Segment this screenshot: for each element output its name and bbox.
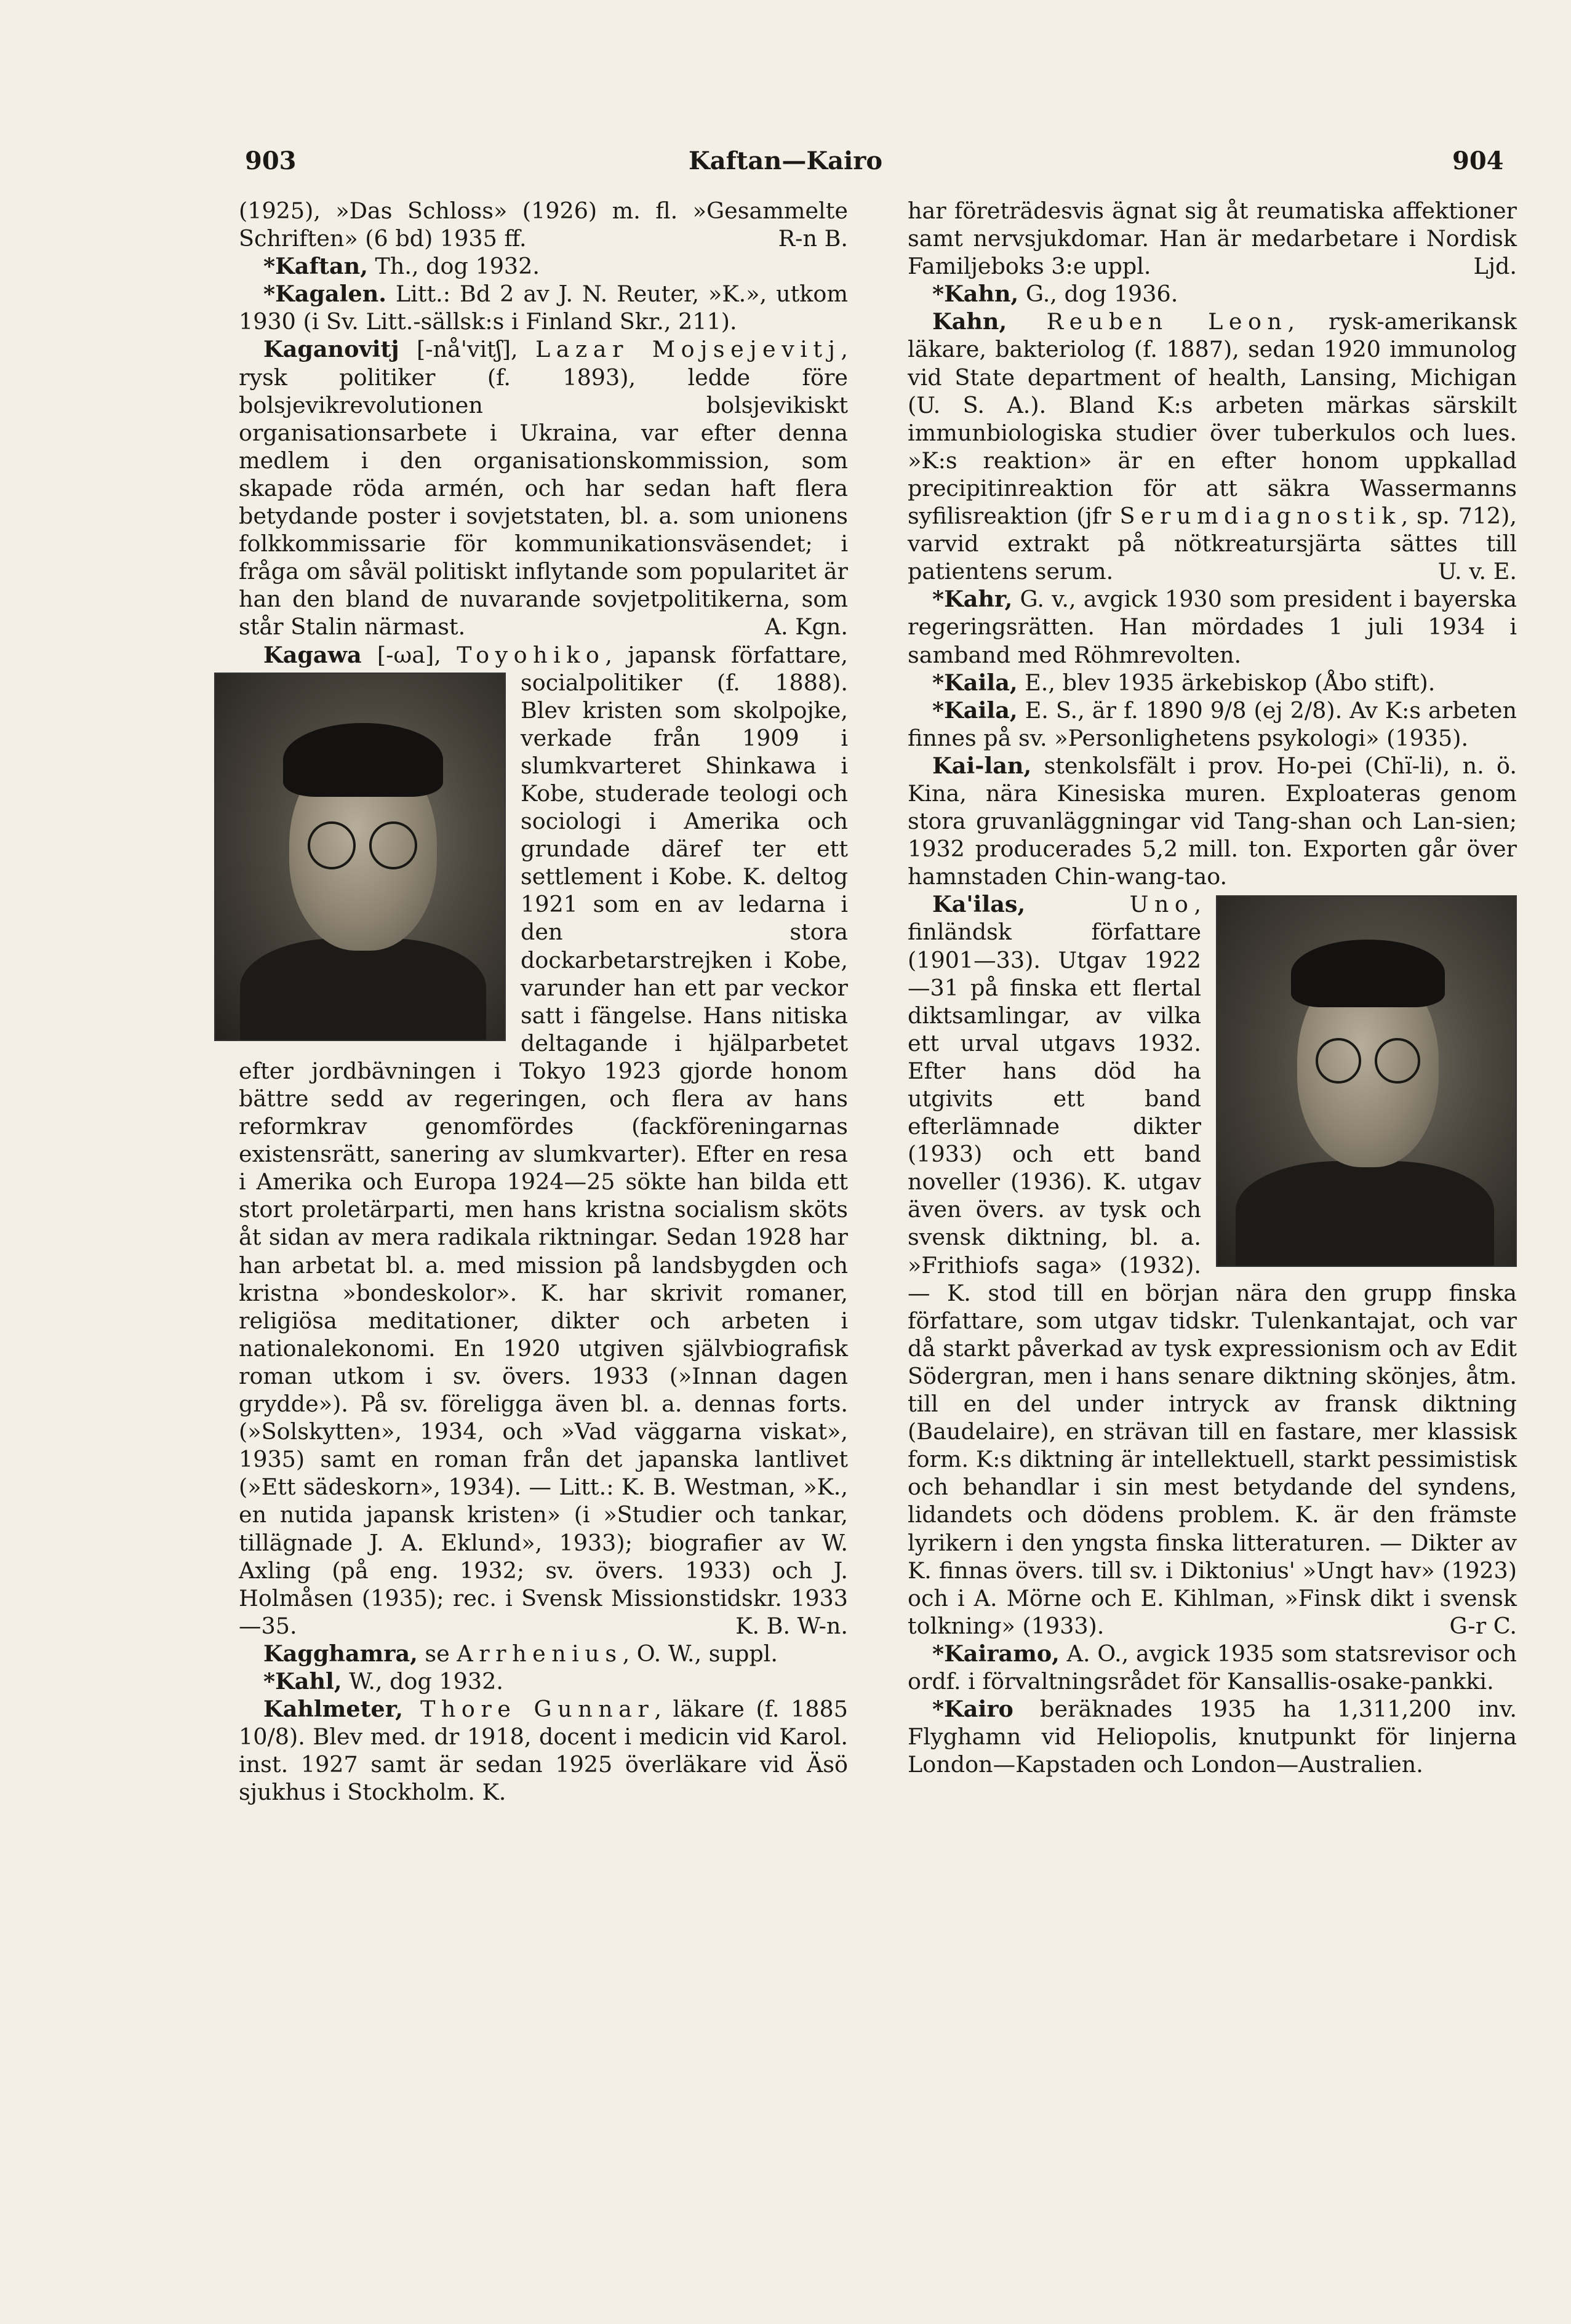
headword: Kahn, xyxy=(932,308,1007,335)
glasses-right-icon xyxy=(1375,1038,1420,1084)
signature: K. B. W-n. xyxy=(735,1612,848,1639)
glasses-right-icon xyxy=(369,821,417,869)
headword: Ka'ilas, xyxy=(932,891,1026,918)
headword: *Kairamo, xyxy=(932,1640,1060,1667)
entry-kaila-es: *Kaila, E. S., är f. 1890 9/8 (ej 2/8). Av K:s arbeten finnes på sv. »Personlighetens psykologi» (1935). xyxy=(908,697,1517,751)
right-page-number: 904 xyxy=(1452,146,1504,175)
headword: Kaganovitj xyxy=(263,336,399,363)
entry-kaftan: *Kaftan, Th., dog 1932. xyxy=(263,253,540,280)
entry-kai-lan: Kai-lan, stenkolsfält i prov. Ho-pei (Chï-li), n. ö. Kina, nära Kinesiska muren. Exploateras genom stora gruvanläggningar vid Tang-shan och Lan-sien; 1932 producerades 5,2 mill. ton. Exporten går över hamnstaden Chin-wang-tao. xyxy=(908,752,1517,890)
headword: *Kairo xyxy=(932,1696,1013,1723)
entry-kahr: *Kahr, G. v., avgick 1930 som president i bayerska regeringsrätten. Han mördades 1 juli 1934 i samband med Röhmrevolten. xyxy=(908,586,1517,668)
entry-continuation: (1925), »Das Schloss» (1926) m. fl. »Gesammelte Schriften» (6 bd) 1935 ff. R-n B. xyxy=(239,198,848,252)
spaced-name: Lazar Mojsejevitj xyxy=(535,336,841,363)
spaced-name: Reuben Leon xyxy=(1007,308,1288,335)
headword: *Kaila, xyxy=(932,669,1018,696)
headword: Kagawa xyxy=(263,641,362,668)
signature: Ljd. xyxy=(1473,253,1517,280)
entry-kahn-reuben: Kahn, Reuben Leon, rysk-amerikansk läkare, bakteriolog (f. 1887), sedan 1920 immunolog vid State department of health, Lansing, Michigan (U. S. A.). Bland K:s arbeten märkas särskilt immunbiologiska studier över tuberkulos och lues. »K:s reaktion» är en efter honom uppkallad precipitinreaktion för att säkra Wassermanns syfilisreaktion (jfr Serumdiagnostik, sp. 712), varvid extrakt på nötkreatursjärta sättes till patientens serum. U. v. E. xyxy=(908,308,1517,585)
glasses-left-icon xyxy=(308,821,356,869)
headword: Kahlmeter, xyxy=(263,1696,403,1723)
headword: *Kaftan, xyxy=(263,253,368,280)
spaced-name: Uno xyxy=(1025,891,1194,918)
headword: Kai-lan, xyxy=(932,752,1032,779)
entry-kagalen: *Kagalen. Litt.: Bd 2 av J. N. Reuter, »K.», utkom 1930 (i Sv. Litt.-sällsk:s i Finland Skr., 211). xyxy=(239,281,848,335)
entry-kaila-e: *Kaila, E., blev 1935 ärkebiskop (Åbo stift). xyxy=(932,669,1436,696)
cross-reference: Arrhenius xyxy=(457,1640,623,1667)
entry-kailas: Ka'ilas, Uno, finländsk författare (1901—33). Utgav 1922—31 på finska ett flertal diktsamlingar, av vilka ett urval utgavs 1932. Efter hans död ha utgivits ett band efterlämnade dikter (1933) och ett band noveller (1936). K. utgav även övers. av tysk och svensk diktning, bl. a. »Frithiofs saga» (1932). — K. stod till en början nära den grupp finska författare, som utgav tidskr. Tulenkantajat, och var då starkt påverkad av tysk expressionism och av Edit Södergran, men i hans senare diktning skönjes, åtm. till en del under intryck av fransk diktning (Baudelaire), en strävan till en fastare, mer klassisk form. K:s diktning är intellektuell, starkt pessimistisk och behandlar i sin mest betydande del syndens, lidandets och dödens problem. K. är den främste lyrikern i den yngsta finska litteraturen. — Dikter av K. finnas övers. till sv. i Diktonius' »Ungt hav» (1923) och i A. Mörne och E. Kihlman, »Finsk dikt i svensk tolkning» (1933). G-r C. xyxy=(908,891,1517,1639)
glasses-left-icon xyxy=(1316,1038,1361,1084)
signature: U. v. E. xyxy=(1437,558,1517,585)
coat-shape xyxy=(240,938,486,1041)
headword: *Kahl, xyxy=(263,1667,342,1695)
entry-kahn-g: *Kahn, G., dog 1936. xyxy=(932,281,1178,308)
running-title: Kaftan—Kairo xyxy=(689,146,882,175)
entry-kaganovitj: Kaganovitj [-nå'vitʃ], Lazar Mojsejevitj, rysk politiker (f. 1893), ledde före bolsjevikrevolutionen bolsjevikiskt organisationsarbete i Ukraina, var efter denna medlem i den organisationskommission, som skapade röda armén, och har sedan haft flera betydande poster i sovjetstaten, bl. a. som unionens folkkommissarie för kommunikationsväsendet; i fråga om såväl politiskt inflytande som popularitet är han den bland de nuvarande sovjetpolitikerna, som står Stalin närmast. A. Kgn. xyxy=(239,336,848,641)
portrait-kailas xyxy=(1216,895,1517,1267)
spaced-name: Thore Gunnar xyxy=(402,1696,655,1723)
hair-shape xyxy=(283,723,443,797)
entry-kagghamra: Kagghamra, se Arrhenius, O. W., suppl. xyxy=(263,1640,778,1667)
signature: R-n B. xyxy=(778,225,848,252)
headword: *Kahn, xyxy=(932,281,1019,308)
headword: *Kahr, xyxy=(932,586,1013,613)
entry-kahlmeter: Kahlmeter, Thore Gunnar, läkare (f. 1885 10/8). Blev med. dr 1918, docent i medicin vid Karol. inst. 1927 samt är sedan 1925 överläkare vid Äsö sjukhus i Stockholm. K. xyxy=(239,1696,848,1806)
portrait-kagawa xyxy=(214,673,506,1041)
signature: G-r C. xyxy=(1449,1612,1517,1639)
left-page-number: 903 xyxy=(245,146,297,175)
spaced-name: Toyohiko xyxy=(457,641,606,668)
hair-shape xyxy=(1291,940,1445,1007)
page-header xyxy=(0,146,1571,183)
entry-kagawa: Kagawa [-ωa], Toyohiko , japansk författare, socialpolitiker (f. 1888). Blev kristen som skolpojke, verkade från 1909 i slumkvarteret Shinkawa i Kobe, studerade teologi och sociologi i Amerika och grundade däref ter ett settlement i Kobe. K. deltog 1921 som en av ledarna i den stora dockarbetarstrejken i Kobe, varunder han ett par veckor satt i fängelse. Hans nitiska deltagande i hjälparbetet efter jordbävningen i Tokyo 1923 gjorde honom bättre sedd av regeringen, och flera av hans reformkrav genomfördes (fackföreningarnas existensrätt, sanering av slumkvarter). Efter en resa i Amerika och Europa 1924—25 sökte han bilda ett stort proletärparti, men hans kristna socialism sköts åt sidan av mera radikala riktningar. Sedan 1928 har han arbetat bl. a. med mission på landsbygden och kristna »bondeskolor». K. har skrivit romaner, religiösa meditationer, dikter och arbeten i nationalekonomi. En 1920 utgiven självbiografisk roman utkom i sv. övers. 1933 (»Innan dagen grydde»). På sv. föreligga även bl. a. dennas forts. (»Solskytten», 1934, och »Vad väggarna viskat», 1935) samt en roman från det japanska lantlivet (»Ett sädeskorn», 1934). — Litt.: K. B. Westman, »K., en nutida japansk kristen» (i »Studier och tankar, tillägnade J. A. Eklund», 1933); biografier av W. Axling (på eng. 1932; sv. övers. 1933) och J. Holmåsen (1935); rec. i Svensk Missionstidskr. 1933—35. K. B. W-n. xyxy=(239,641,848,1640)
headword: *Kaila, xyxy=(932,697,1018,724)
entry-kairamo: *Kairamo, A. O., avgick 1935 som statsrevisor och ordf. i förvaltningsrådet för Kansallis-osake-pankki. xyxy=(908,1640,1517,1695)
right-column xyxy=(908,197,1517,1778)
signature: A. Kgn. xyxy=(764,613,848,641)
entry-kahl: *Kahl, W., dog 1932. xyxy=(263,1667,503,1695)
headword: *Kagalen. xyxy=(263,281,386,308)
headword: Kagghamra, xyxy=(263,1640,418,1667)
entry-kairo: *Kairo beräknades 1935 ha 1,311,200 inv. Flyghamn vid Heliopolis, knutpunkt för linjerna London—Kapstaden och London—Australien. xyxy=(908,1696,1517,1778)
cross-reference: Serumdiagnostik xyxy=(1119,503,1401,530)
left-column xyxy=(239,197,848,1806)
entry-continuation: har företrädesvis ägnat sig åt reumatiska affektioner samt nervsjukdomar. Han är medarbetare i Nordisk Familjeboks 3:e uppl. Ljd. xyxy=(908,198,1517,280)
coat-shape xyxy=(1236,1161,1494,1267)
